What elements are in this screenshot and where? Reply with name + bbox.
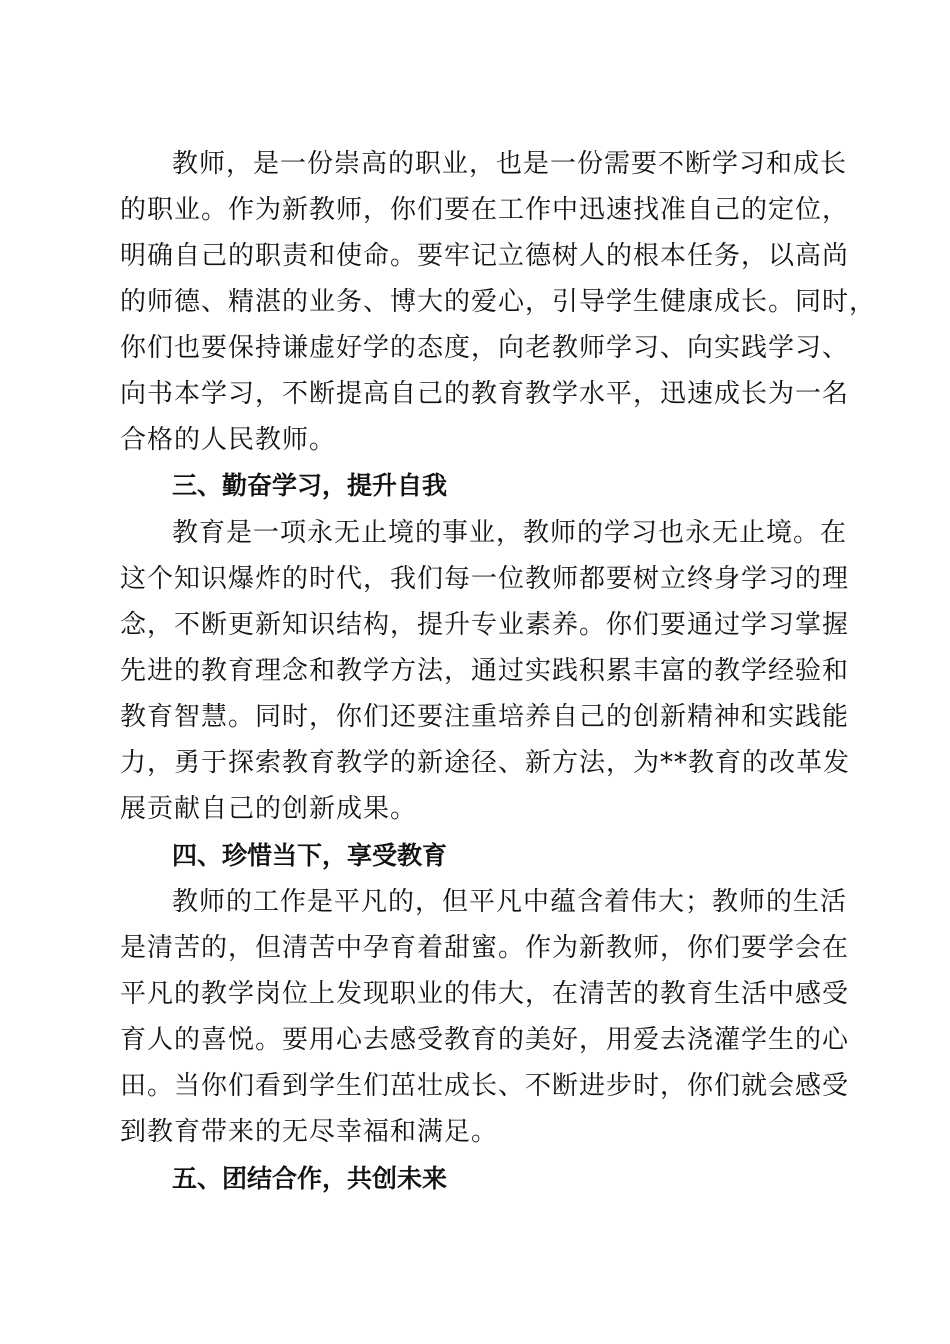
paragraph-3-line-7: 展贡献自己的创新成果。	[120, 794, 418, 824]
paragraph-1-line-5: 你们也要保持谦虚好学的态度，向老教师学习、向实践学习、	[120, 333, 850, 363]
paragraph-3-line-1: 教育是一项永无止境的事业，教师的学习也永无止境。在	[172, 518, 848, 548]
section-heading-4: 四、珍惜当下，享受教育	[172, 841, 448, 870]
paragraph-4-line-1: 教师的工作是平凡的，但平凡中蕴含着伟大；教师的生活	[172, 887, 848, 917]
paragraph-1-line-3: 明确自己的职责和使命。要牢记立德树人的根本任务，以高尚	[120, 241, 850, 271]
paragraph-4-line-3: 平凡的教学岗位上发现职业的伟大，在清苦的教育生活中感受	[120, 979, 850, 1009]
paragraph-3-line-4: 先进的教育理念和教学方法，通过实践积累丰富的教学经验和	[120, 656, 850, 686]
paragraph-4-line-6: 到教育带来的无尽幸福和满足。	[120, 1117, 499, 1147]
paragraph-1-line-6: 向书本学习，不断提高自己的教育教学水平，迅速成长为一名	[120, 379, 850, 409]
paragraph-4-line-5: 田。当你们看到学生们茁壮成长、不断进步时，你们就会感受	[120, 1071, 850, 1101]
paragraph-1-line-4: 的师德、精湛的业务、博大的爱心，引导学生健康成长。同时，	[120, 287, 877, 317]
paragraph-1-line-2: 的职业。作为新教师，你们要在工作中迅速找准自己的定位，	[120, 195, 850, 225]
paragraph-1-line-7: 合格的人民教师。	[120, 425, 337, 455]
paragraph-4-line-4: 育人的喜悦。要用心去感受教育的美好，用爱去浇灌学生的心	[120, 1025, 850, 1055]
paragraph-3-line-6: 力，勇于探索教育教学的新途径、新方法，为**教育的改革发	[120, 748, 851, 778]
paragraph-1-line-1: 教师，是一份崇高的职业，也是一份需要不断学习和成长	[172, 149, 848, 179]
section-heading-3: 三、勤奋学习，提升自我	[172, 471, 448, 500]
section-heading-5: 五、团结合作，共创未来	[172, 1164, 448, 1193]
paragraph-4-line-2: 是清苦的，但清苦中孕育着甜蜜。作为新教师，你们要学会在	[120, 933, 850, 963]
paragraph-3-line-3: 念，不断更新知识结构，提升专业素养。你们要通过学习掌握	[120, 610, 850, 640]
paragraph-3-line-5: 教育智慧。同时，你们还要注重培养自己的创新精神和实践能	[120, 702, 850, 732]
paragraph-3-line-2: 这个知识爆炸的时代，我们每一位教师都要树立终身学习的理	[120, 564, 850, 594]
